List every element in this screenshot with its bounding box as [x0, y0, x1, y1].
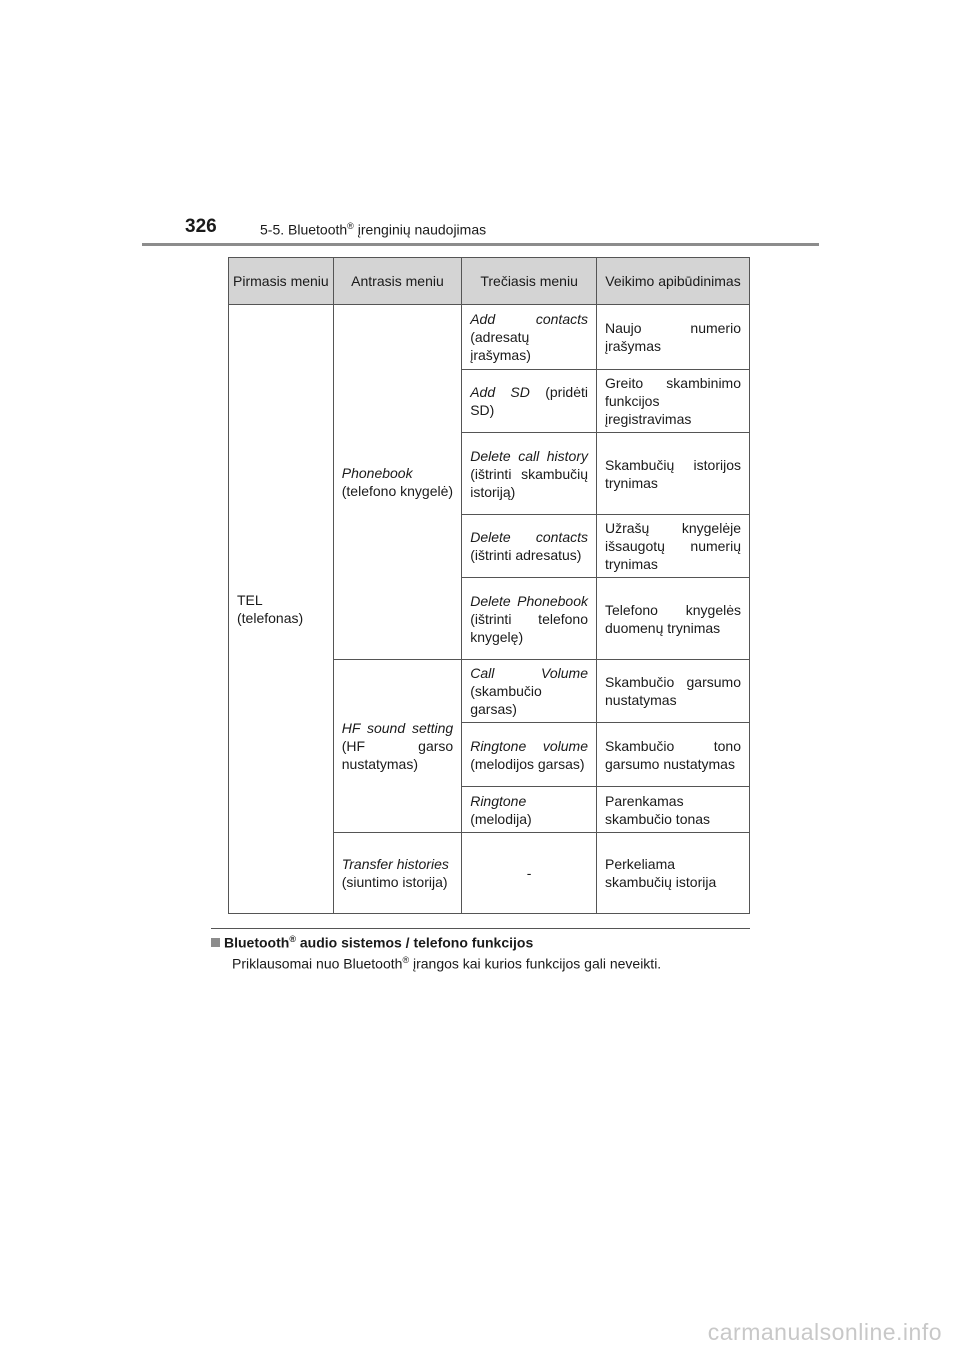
third-menu-name: Add contacts [470, 311, 588, 327]
third-menu-cell [462, 578, 597, 660]
third-menu-name: Delete contacts [470, 529, 588, 545]
section-prefix: 5-5. Bluetooth [260, 221, 348, 238]
second-menu-cell [333, 305, 461, 660]
watermark: carmanualsonline.info [707, 1319, 942, 1345]
third-menu-desc: (ištrinti adresatus) [470, 547, 582, 563]
bottom-rule [211, 928, 750, 929]
note-heading-suffix: audio sistemos / telefono funkcijos [295, 934, 534, 951]
second-menu-desc: (siuntimo istorija) [341, 874, 448, 890]
note-body-prefix: Priklausomai nuo Bluetooth [232, 955, 403, 972]
registered-mark: ® [347, 221, 354, 231]
note-heading [211, 934, 533, 951]
third-menu-desc: (skambučio garsas) [470, 683, 542, 717]
third-menu-name: Call Volume [470, 665, 588, 681]
third-menu-name: Delete call history [470, 447, 588, 464]
note-body-suffix: įrangos kai kurios funkcijos gali neveikti. [409, 955, 662, 972]
menu-table [228, 257, 750, 914]
third-menu-name: Ringtone [470, 792, 527, 809]
note-heading-prefix: Bluetooth [224, 934, 290, 951]
third-menu-cell [462, 787, 597, 833]
second-menu-desc: (telefono knygelė) [341, 483, 454, 499]
header-first-menu: Pirmasis meniu [229, 258, 334, 305]
header-rule [142, 243, 819, 246]
description-cell: Perkeliama skambučių istorija [597, 833, 750, 914]
second-menu-desc: (HF garso nustatymas) [341, 738, 454, 772]
description-cell: Parenkamas skambučio tonas [597, 787, 750, 833]
third-menu-cell [462, 370, 597, 433]
third-menu-cell [462, 660, 597, 723]
table-row [229, 305, 750, 370]
description-cell: Greito skambinimo funkcijos įregistravimas [597, 370, 750, 433]
note-body [232, 955, 661, 972]
second-menu-name: HF sound setting [341, 720, 454, 736]
third-menu-cell [462, 723, 597, 787]
description-cell: Naujo numerio įrašymas [597, 305, 750, 370]
page-number: 326 [185, 216, 217, 237]
third-menu-desc: (melodijos garsas) [470, 755, 585, 772]
third-menu-cell [462, 433, 597, 515]
third-menu-desc: (adresatų įrašymas) [470, 329, 531, 363]
description-cell: Užrašų knygelėje išsaugotų numerių trynimas [597, 515, 750, 578]
third-menu-desc: (ištrinti telefono knygelę) [470, 610, 588, 645]
second-menu-name: Transfer histories [341, 856, 449, 872]
third-menu-name: Add SD [470, 384, 530, 400]
first-menu-cell: TEL (telefonas) [229, 305, 334, 914]
third-menu-desc: (pridėti SD) [470, 384, 589, 418]
third-menu-cell [462, 305, 597, 370]
third-menu-name: Ringtone volume [470, 737, 588, 754]
second-menu-cell [333, 660, 461, 833]
square-bullet-icon [211, 938, 220, 947]
section-suffix: įrenginių naudojimas [353, 221, 487, 238]
header-description: Veikimo apibūdinimas [597, 258, 750, 305]
second-menu-cell [333, 833, 461, 914]
third-menu-cell: - [462, 833, 597, 914]
registered-mark: ® [289, 934, 296, 944]
table-header-row [229, 258, 750, 305]
third-menu-desc: (ištrinti skambučių istoriją) [470, 465, 588, 500]
description-cell: Skambučio tono garsumo nustatymas [597, 723, 750, 787]
description-cell: Telefono knygelės duomenų trynimas [597, 578, 750, 660]
third-menu-desc: (melodija) [470, 810, 532, 827]
description-cell: Skambučio garsumo nustatymas [597, 660, 750, 723]
registered-mark: ® [402, 955, 410, 965]
section-title [260, 221, 486, 238]
third-menu-cell [462, 515, 597, 578]
header-second-menu: Antrasis meniu [333, 258, 461, 305]
description-cell: Skambučių istorijos trynimas [597, 433, 750, 515]
second-menu-name: Phonebook [341, 465, 413, 481]
header-third-menu: Trečiasis meniu [462, 258, 597, 305]
third-menu-name: Delete Phonebook [470, 592, 588, 609]
